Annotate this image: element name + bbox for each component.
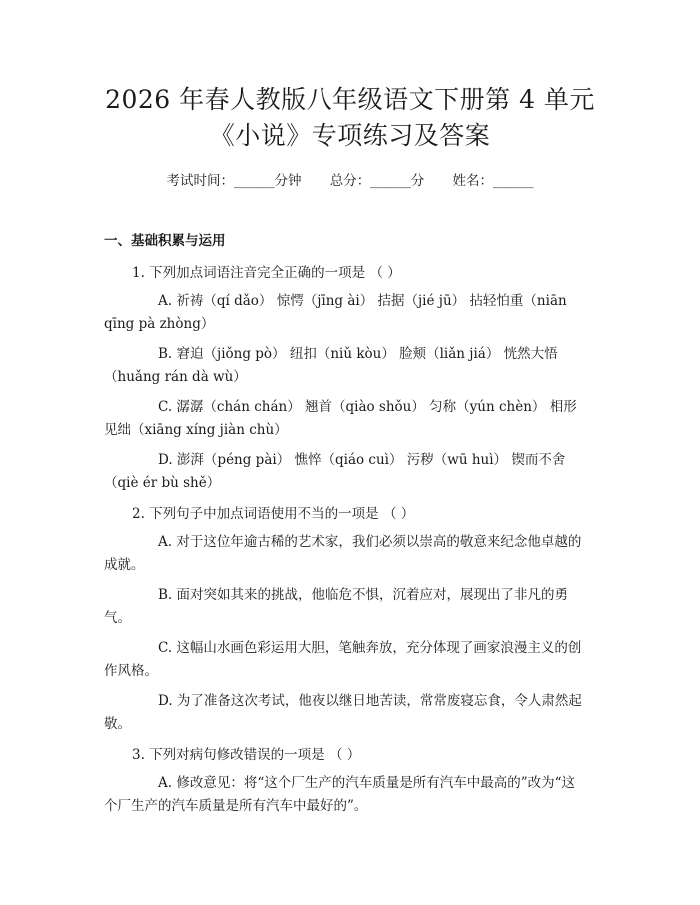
question-2-option-d: D. 为了准备这次考试，他夜以继日地苦读，常常废寝忘食，令人肃然起敬。 xyxy=(104,693,582,732)
title-line-1: 2026 年春人教版八年级语文下册第 4 单元 xyxy=(105,85,595,114)
question-1-option-d: D. 澎湃（péng pài） 憔悴（qiáo cuì） 污秽（wū huì） 锲而不舍（qiè ér bù shě） xyxy=(104,452,566,491)
question-1-option-a: A. 祈祷（qí dǎo） 惊愕（jīng ài） 拮据（jié jū） 拈轻怕重（niān qīng pà zhòng） xyxy=(104,293,567,332)
exam-time-field: 考试时间：______分钟 xyxy=(166,173,302,189)
question-2-option-a: A. 对于这位年逾古稀的艺术家，我们必须以崇高的敬意来纪念他卓越的成就。 xyxy=(104,534,582,573)
exam-info-row xyxy=(0,169,700,189)
question-2-option-b: B. 面对突如其来的挑战，他临危不惧，沉着应对，展现出了非凡的勇气。 xyxy=(104,587,569,626)
question-2-stem: 2. 下列句子中加点词语使用不当的一项是 （ ） xyxy=(132,506,415,522)
question-2-option-c: C. 这幅山水画色彩运用大胆，笔触奔放，充分体现了画家浪漫主义的创作风格。 xyxy=(104,640,582,679)
question-1-option-b: B. 窘迫（jiǒng pò） 纽扣（niǔ kòu） 脸颊（liǎn jiá） 恍然大悟（huǎng rán dà wù） xyxy=(104,346,558,385)
name-field: 姓名：______ xyxy=(452,173,534,189)
total-score-field: 总分：______分 xyxy=(329,173,425,189)
question-3-stem: 3. 下列对病句修改错误的一项是 （ ） xyxy=(132,747,361,763)
question-3-option-a: A. 修改意见：将“这个厂生产的汽车质量是所有汽车中最高的”改为“这个厂生产的汽车质量是所有汽车中最好的”。 xyxy=(104,775,576,814)
title-line-2: 《小说》专项练习及答案 xyxy=(209,121,491,150)
question-1-option-c: C. 潺潺（chán chán） 翘首（qiào shǒu） 匀称（yún chèn） 相形见绌（xiāng xíng jiàn chù） xyxy=(104,399,577,438)
question-1-stem: 1. 下列加点词语注音完全正确的一项是 （ ） xyxy=(132,265,401,281)
section-heading: 一、基础积累与运用 xyxy=(104,233,226,249)
